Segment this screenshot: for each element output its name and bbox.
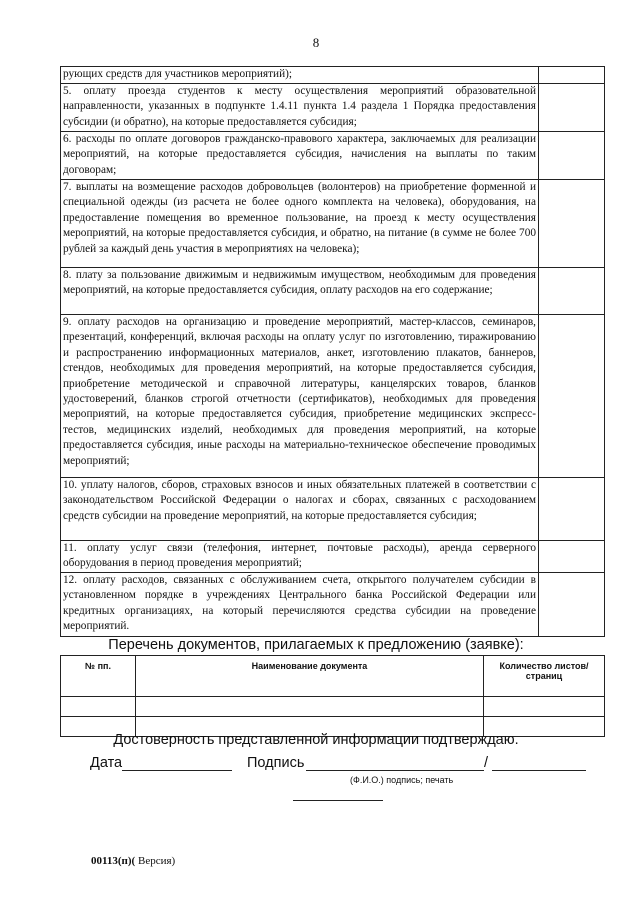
documents-table xyxy=(60,655,605,737)
column-header-count: Количество листов/страниц xyxy=(484,656,605,697)
document-number-cell[interactable] xyxy=(61,697,136,717)
expense-item-text: 12. оплату расходов, связанных с обслуживанием счета, открытого получателем субсидии в установленном порядке в учреждениях Центрального банка Российской Федерации или кредитных организациях, на который перечисляются средства субсидии на проведение мероприятий. xyxy=(61,573,539,637)
expense-item-cell[interactable] xyxy=(539,541,605,573)
page-number: 8 xyxy=(312,35,320,50)
expense-item-cell[interactable] xyxy=(539,268,605,315)
table-row xyxy=(61,268,605,315)
expense-item-cell[interactable] xyxy=(539,478,605,541)
table-row xyxy=(61,697,605,717)
signature-name-field[interactable] xyxy=(492,755,586,771)
signature-separator: / xyxy=(484,755,489,771)
expense-item-cell[interactable] xyxy=(539,315,605,478)
table-row xyxy=(61,573,605,637)
signature-field[interactable] xyxy=(306,755,484,771)
expenses-table xyxy=(60,66,605,637)
expense-item-text: рующих средств для участников мероприятий); xyxy=(61,67,539,84)
form-version: Версия) xyxy=(135,855,176,867)
signature-label: Подпись xyxy=(247,755,305,771)
footer-code xyxy=(91,855,175,867)
table-row xyxy=(61,67,605,84)
expense-item-cell[interactable] xyxy=(539,573,605,637)
table-row xyxy=(61,180,605,268)
expense-item-text: 11. оплату услуг связи (телефония, интернет, почтовые расходы), аренда серверного оборудования в период проведения мероприятий; xyxy=(61,541,539,573)
date-label: Дата xyxy=(90,755,123,771)
document-name-cell[interactable] xyxy=(136,697,484,717)
expense-item-text: 8. плату за пользование движимым и недвижимым имуществом, необходимым для проведения мероприятий, на которые предоставляется субсидия, оплату расходов на его содержание; xyxy=(61,268,539,315)
table-row xyxy=(61,84,605,132)
column-header-number: № пп. xyxy=(61,656,136,697)
table-row xyxy=(61,132,605,180)
expense-item-cell[interactable] xyxy=(539,67,605,84)
date-field[interactable] xyxy=(122,755,232,771)
expense-item-cell[interactable] xyxy=(539,180,605,268)
confirmation-text: Достоверность представленной информации подтверждаю. xyxy=(113,732,519,748)
expense-item-text: 7. выплаты на возмещение расходов добровольцев (волонтеров) на приобретение форменной и специальной одежды (из расчета не более одного комплекта на человека), оборудования, на предоставление помещения во временное пользование, на проезд к месту осуществления мероприятий, на которые предоставляется субсидия, и обратно, на питание (в сумме не более 700 рублей за каждый день участия в мероприятиях на человека); xyxy=(61,180,539,268)
document-count-cell[interactable] xyxy=(484,697,605,717)
column-header-name: Наименование документа xyxy=(136,656,484,697)
form-code: 00113(п)( xyxy=(91,855,136,867)
expense-item-text: 6. расходы по оплате договоров гражданско-правового характера, заключаемых для реализации мероприятий, на которые предоставляется субсидия, начисления на выплаты по таким договорам; xyxy=(61,132,539,180)
expense-item-text: 10. уплату налогов, сборов, страховых взносов и иных обязательных платежей в соответствии с законодательством Российской Федерации о налогах и сборах, связанных с расходованием средств субсидии на проведение мероприятий, на которые предоставляется субсидия; xyxy=(61,478,539,541)
expense-item-cell[interactable] xyxy=(539,132,605,180)
signature-caption: (Ф.И.О.) подпись; печать xyxy=(350,775,454,785)
expense-item-cell[interactable] xyxy=(539,84,605,132)
documents-header-row xyxy=(61,656,605,697)
expense-item-text: 9. оплату расходов на организацию и проведение мероприятий, мастер-классов, семинаров, презентаций, конференций, включая расходы на оплату услуг по изготовлению, тиражированию и распространению информационных материалов, анкет, изготовлению плакатов, баннеров, стендов, необходимых для проведения мероприятий, на которые предоставляется субсидия, приобретение методической и справочной литературы, канцелярских товаров, бланков удостоверений, бланков строгой отчетности (сертификатов), необходимых для проведения мероприятий, на которые предоставляется субсидия, приобретение медицинских экспресс-тестов, медицинских изделий, необходимых для проведения мероприятий, на которые предоставляется субсидия, иные расходы на материально-техническое обеспечение проводимых мероприятий; xyxy=(61,315,539,478)
table-row xyxy=(61,315,605,478)
documents-list-title: Перечень документов, прилагаемых к предложению (заявке): xyxy=(108,637,524,653)
signature-row xyxy=(90,755,610,775)
table-row xyxy=(61,478,605,541)
stamp-line xyxy=(293,800,383,801)
table-row xyxy=(61,541,605,573)
expense-item-text: 5. оплату проезда студентов к месту осуществления мероприятий образовательной направленности, указанных в подпункте 1.4.11 пункта 1.4 раздела 1 Порядка предоставления субсидии (и обратно), на которые предоставляется субсидия; xyxy=(61,84,539,132)
